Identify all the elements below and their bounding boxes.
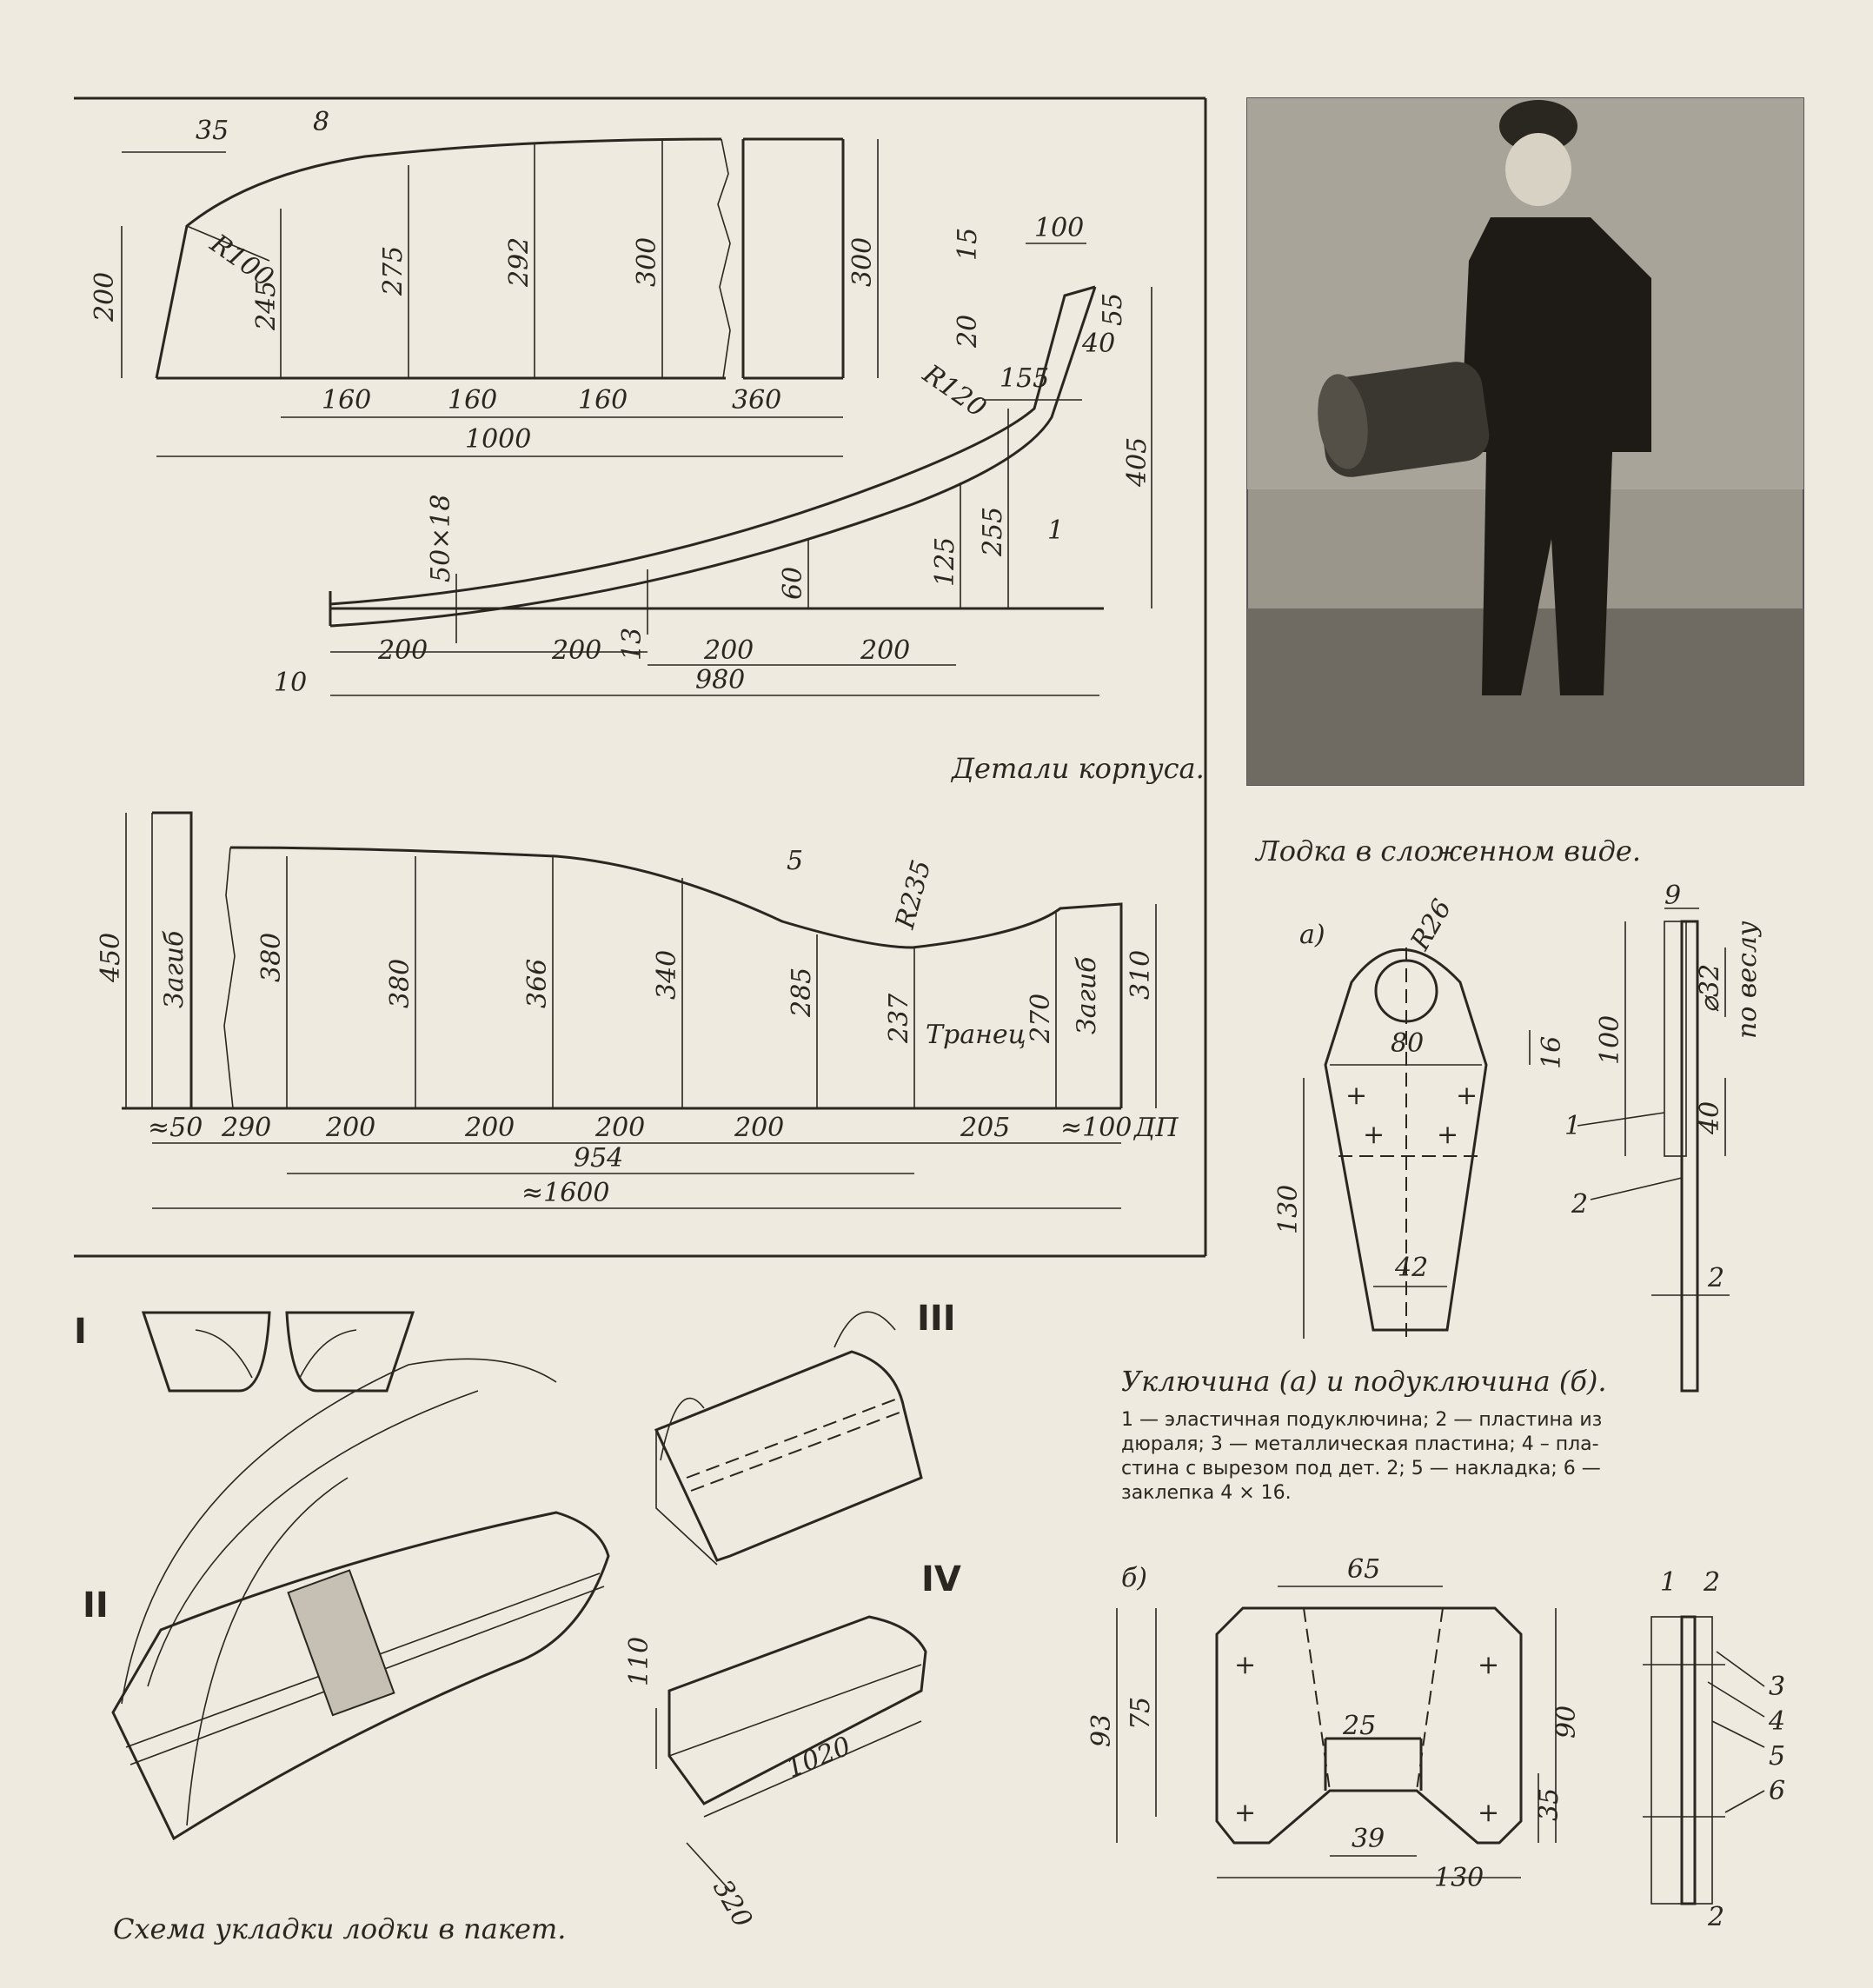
side-span-200d: 200 bbox=[734, 1113, 785, 1143]
side-span-50: ≈50 bbox=[148, 1113, 203, 1143]
hull-details-caption: Детали корпуса. bbox=[952, 752, 1205, 785]
oarlock-a-40: 40 bbox=[1695, 1100, 1725, 1134]
part8-dim-360: 360 bbox=[732, 385, 782, 416]
cross-mark: + bbox=[1345, 1080, 1368, 1111]
oarlock-b-mark-5: 5 bbox=[1769, 1741, 1786, 1772]
oarlock-b-130: 130 bbox=[1434, 1863, 1484, 1893]
oarlock-caption: Уключина (а) и подуключина (б). bbox=[1121, 1365, 1607, 1398]
part8-dim-160a: 160 bbox=[322, 385, 372, 416]
side-span-954: 954 bbox=[574, 1143, 624, 1174]
side-span-290: 290 bbox=[222, 1113, 272, 1143]
oarlock-b-93: 93 bbox=[1086, 1713, 1117, 1747]
oarlock-a-d32: ⌀32 bbox=[1695, 963, 1725, 1013]
part1-dim-20: 20 bbox=[953, 314, 983, 348]
oarlock-b-65: 65 bbox=[1347, 1554, 1381, 1585]
oarlock-a-r26: R26 bbox=[1405, 894, 1458, 955]
part1-dim-50x18: 50×18 bbox=[426, 494, 456, 582]
part5-r-label: R235 bbox=[889, 856, 938, 933]
oarlock-b-mark-4: 4 bbox=[1769, 1706, 1786, 1737]
part5-mark: 5 bbox=[787, 846, 804, 876]
packing-caption: Схема укладки лодки в пакет. bbox=[113, 1912, 567, 1945]
side-h-270: 270 bbox=[1026, 993, 1056, 1043]
part8-dim-275: 275 bbox=[378, 245, 408, 296]
part1-dim-200d: 200 bbox=[860, 635, 911, 666]
part1-r-label: R120 bbox=[917, 358, 992, 424]
oarlock-legend-line-1: 1 — эластичная подуключина; 2 — пластина из bbox=[1121, 1409, 1603, 1431]
transom-label: Транец bbox=[926, 1020, 1026, 1050]
oarlock-b-2a: 2 bbox=[1704, 1567, 1721, 1598]
dp-label: ДП bbox=[1134, 1113, 1179, 1143]
part1-dim-40: 40 bbox=[1082, 329, 1116, 359]
cross-mark: + bbox=[1363, 1120, 1385, 1150]
part8-dim-160c: 160 bbox=[578, 385, 628, 416]
photo-caption: Лодка в сложенном виде. bbox=[1256, 834, 1642, 868]
packing-step-I: I bbox=[74, 1312, 87, 1352]
oarlock-legend-line-4: заклепка 4 × 16. bbox=[1121, 1482, 1292, 1504]
part8-dim-300b: 300 bbox=[847, 236, 878, 287]
side-h-285: 285 bbox=[787, 967, 817, 1017]
packing-step-IV: IV bbox=[921, 1559, 961, 1599]
part1-dim-13: 13 bbox=[617, 627, 648, 661]
part1-dim-255: 255 bbox=[978, 506, 1008, 556]
oarlock-b-mark-6: 6 bbox=[1769, 1776, 1786, 1806]
side-span-100: ≈100 bbox=[1060, 1113, 1132, 1143]
oarlock-legend-line-2: дюраля; 3 — металлическая пластина; 4 – пла- bbox=[1121, 1433, 1599, 1455]
part1-dim-980: 980 bbox=[695, 665, 746, 695]
part1-dim-100: 100 bbox=[1034, 213, 1085, 243]
oarlock-b-1: 1 bbox=[1660, 1567, 1677, 1598]
packing-dim-110: 110 bbox=[624, 1636, 654, 1686]
oarlock-a-2: 2 bbox=[1708, 1263, 1725, 1293]
side-span-205: 205 bbox=[960, 1113, 1011, 1143]
oarlock-a-100: 100 bbox=[1595, 1014, 1625, 1065]
packing-scheme-drawing bbox=[113, 1312, 926, 1891]
part8-dim-200: 200 bbox=[90, 271, 120, 322]
oarlock-a-130: 130 bbox=[1273, 1184, 1304, 1234]
part1-dim-200a: 200 bbox=[378, 635, 428, 666]
packing-step-III: III bbox=[917, 1299, 956, 1339]
cross-mark: + bbox=[1478, 1798, 1500, 1828]
cross-mark: + bbox=[1234, 1650, 1257, 1680]
packing-dim-1020: 1020 bbox=[781, 1731, 855, 1785]
side-h-380b: 380 bbox=[385, 958, 415, 1008]
oarlock-b-drawing bbox=[1117, 1586, 1764, 1904]
oarlock-a-80: 80 bbox=[1391, 1028, 1425, 1059]
part1-mark: 1 bbox=[1047, 515, 1065, 546]
side-span-200a: 200 bbox=[326, 1113, 376, 1143]
side-span-1600: ≈1600 bbox=[521, 1178, 610, 1208]
part8-dim-300a: 300 bbox=[632, 236, 662, 287]
oarlock-a-po-veslu: по веслу bbox=[1732, 921, 1763, 1039]
oarlock-b-mark-3: 3 bbox=[1769, 1672, 1786, 1702]
cross-mark: + bbox=[1478, 1650, 1500, 1680]
part8-dim-35: 35 bbox=[196, 116, 229, 146]
bend-right-label: Загиб bbox=[1072, 956, 1102, 1034]
oarlock-a-drawing bbox=[1304, 908, 1730, 1391]
part1-dim-60: 60 bbox=[778, 566, 808, 600]
oarlock-b-75: 75 bbox=[1126, 1696, 1156, 1730]
part1-dim-10: 10 bbox=[274, 668, 308, 698]
folded-boat-photo bbox=[1247, 98, 1803, 785]
side-h-237: 237 bbox=[884, 993, 914, 1043]
hull-part-5-drawing bbox=[122, 813, 1156, 1208]
oarlock-a-16: 16 bbox=[1537, 1035, 1567, 1069]
oarlock-b-35: 35 bbox=[1534, 1787, 1564, 1821]
oarlock-b-2b: 2 bbox=[1708, 1902, 1725, 1932]
part1-dim-200b: 200 bbox=[552, 635, 602, 666]
oarlock-b-39: 39 bbox=[1352, 1824, 1385, 1854]
part1-dim-55: 55 bbox=[1098, 292, 1128, 326]
side-span-200b: 200 bbox=[465, 1113, 515, 1143]
oarlock-a-42: 42 bbox=[1395, 1253, 1429, 1283]
oarlock-a-tag: а) bbox=[1299, 920, 1325, 950]
hull-part-1-drawing bbox=[330, 243, 1152, 695]
oarlock-a-mark-1: 1 bbox=[1564, 1111, 1582, 1141]
part1-dim-15: 15 bbox=[953, 227, 983, 261]
oarlock-a-9: 9 bbox=[1664, 881, 1682, 911]
cross-mark: + bbox=[1456, 1080, 1478, 1111]
part8-mark: 8 bbox=[313, 107, 330, 137]
part8-r-label: R100 bbox=[204, 228, 279, 294]
cross-mark: + bbox=[1437, 1120, 1459, 1150]
side-h-450: 450 bbox=[96, 932, 126, 982]
packing-step-II: II bbox=[83, 1586, 109, 1626]
oarlock-legend-line-3: стина с вырезом под дет. 2; 5 — накладка; 6 — bbox=[1121, 1458, 1601, 1479]
oarlock-a-mark-2: 2 bbox=[1571, 1189, 1589, 1220]
side-h-380a: 380 bbox=[256, 932, 287, 982]
part8-dim-245: 245 bbox=[251, 280, 282, 330]
side-h-310: 310 bbox=[1126, 949, 1156, 1000]
oarlock-b-tag: б) bbox=[1121, 1563, 1148, 1593]
packing-dim-320: 320 bbox=[707, 1874, 759, 1933]
side-span-200c: 200 bbox=[595, 1113, 646, 1143]
cross-mark: + bbox=[1234, 1798, 1257, 1828]
oarlock-b-90: 90 bbox=[1551, 1705, 1582, 1739]
part8-dim-292: 292 bbox=[504, 236, 535, 287]
side-h-340: 340 bbox=[652, 949, 682, 1000]
part1-dim-125: 125 bbox=[930, 536, 960, 587]
part1-dim-155: 155 bbox=[1000, 363, 1050, 394]
part1-dim-200c: 200 bbox=[704, 635, 754, 666]
part8-dim-1000: 1000 bbox=[465, 424, 532, 455]
oarlock-b-25: 25 bbox=[1343, 1711, 1377, 1741]
part8-dim-160b: 160 bbox=[448, 385, 498, 416]
side-h-366: 366 bbox=[522, 958, 553, 1008]
bend-left-label: Загиб bbox=[159, 930, 189, 1008]
part1-dim-405: 405 bbox=[1122, 436, 1152, 487]
